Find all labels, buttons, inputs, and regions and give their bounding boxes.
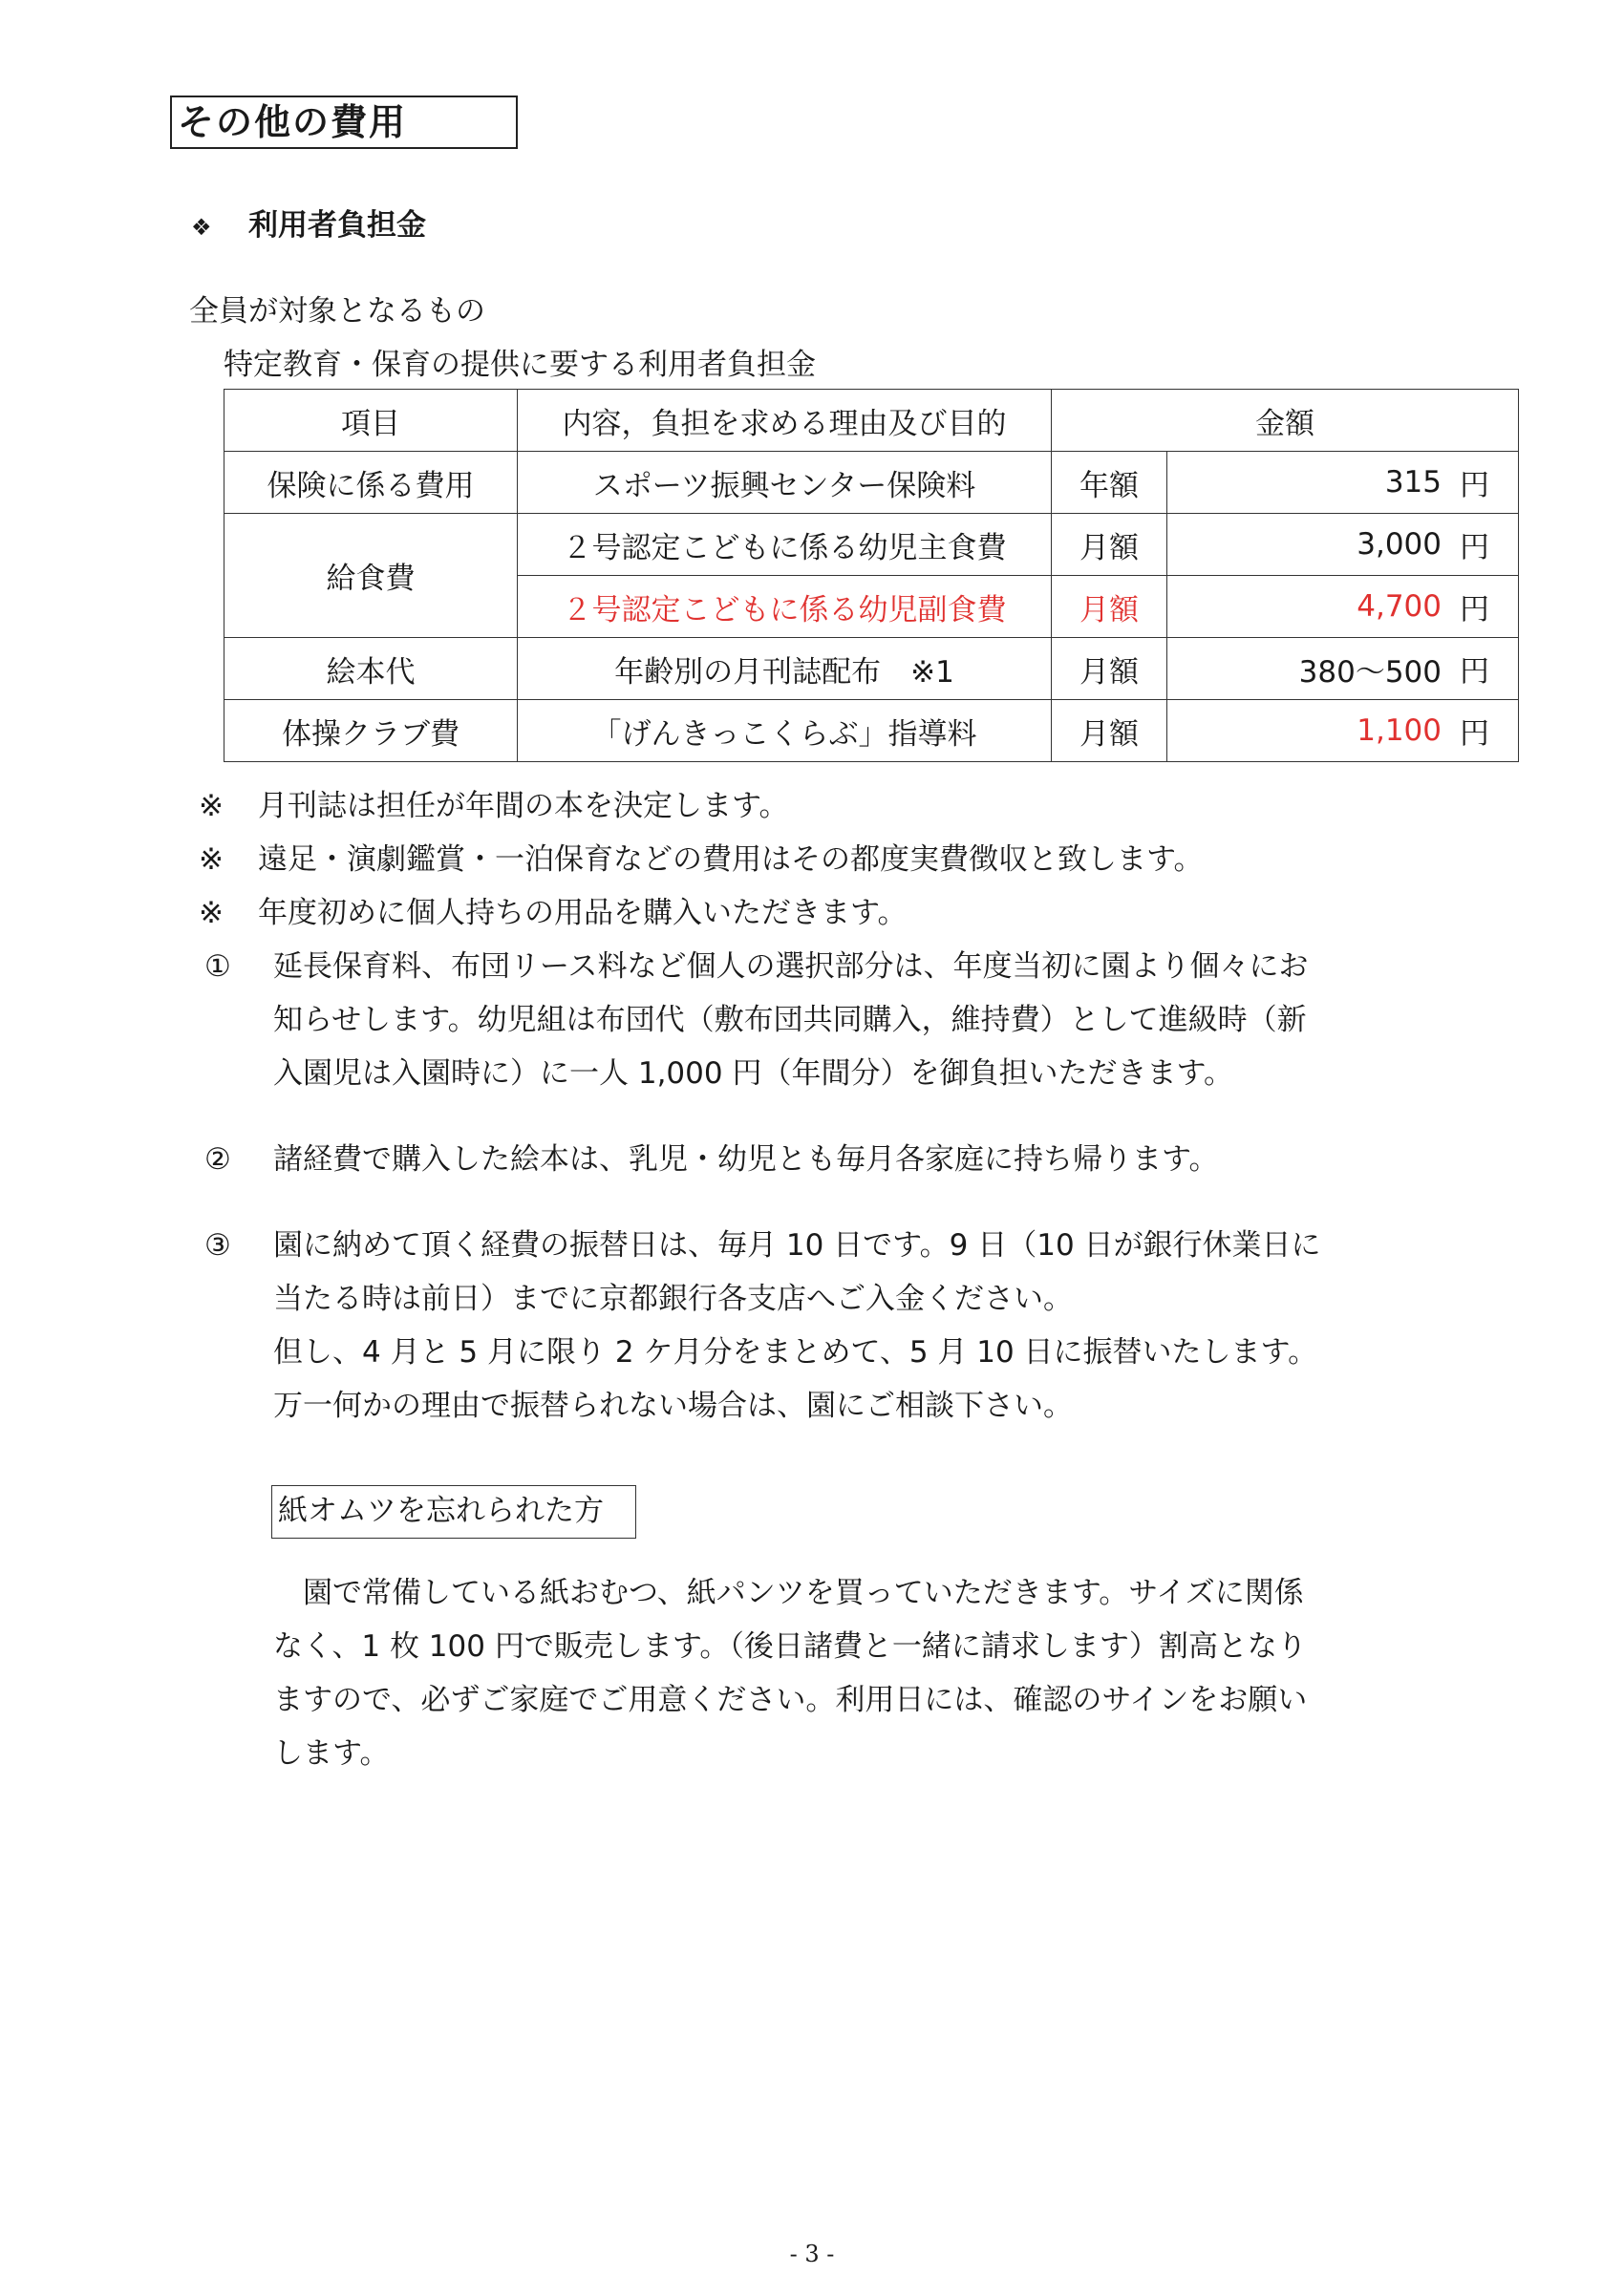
cell-amount (1167, 576, 1519, 638)
diaper-line: ますので、必ずご家庭でご用意ください。利用日には、確認のサインをお願い (273, 1683, 1308, 1717)
cell-unit: 月額 (1052, 700, 1167, 762)
cell-desc: 年齢別の月刊誌配布 ※1 (518, 638, 1052, 700)
item-line: 園に納めて頂く経費の振替日は、毎月 10 日です。9 日（10 日が銀行休業日に (273, 1228, 1321, 1263)
diaper-line: なく、1 枚 100 円で販売します。（後日諸費と一緒に請求します）割高となり (273, 1629, 1307, 1664)
section-title: その他の費用 (170, 96, 518, 149)
header-amount: 金額 (1052, 390, 1519, 452)
subheading-text: 利用者負担金 (248, 208, 426, 243)
cell-unit: 月額 (1052, 514, 1167, 576)
item-1 (204, 946, 1308, 988)
item-number: ③ (204, 1228, 231, 1263)
intro-line-1: 全員が対象となるもの (189, 294, 485, 329)
note-1 (199, 785, 789, 827)
page-number: - 3 - (789, 2241, 835, 2267)
table-row (224, 452, 1519, 514)
note-mark: ※ (199, 842, 224, 877)
yen-label: 円 (1460, 654, 1489, 690)
note-text: 遠足・演劇鑑賞・一泊保育などの費用はその都度実費徴収と致します。 (258, 842, 1204, 877)
cell-item: 体操クラブ費 (224, 700, 518, 762)
item-number: ① (204, 949, 231, 984)
amount-value: 3,000 (1357, 527, 1442, 562)
note-text: 月刊誌は担任が年間の本を決定します。 (258, 789, 789, 823)
cell-amount (1167, 514, 1519, 576)
subheading (191, 204, 426, 248)
item-line: 諸経費で購入した絵本は、乳児・幼児とも毎月各家庭に持ち帰ります。 (273, 1142, 1219, 1177)
note-mark: ※ (199, 789, 224, 823)
diaper-line: 園で常備している紙おむつ、紙パンツを買っていただきます。サイズに関係 (273, 1576, 1304, 1610)
header-item: 項目 (224, 390, 518, 452)
amount-value: 1,100 (1357, 713, 1442, 748)
note-mark: ※ (199, 896, 224, 930)
cell-unit: 月額 (1052, 576, 1167, 638)
diaper-title: 紙オムツを忘れられた方 (271, 1485, 636, 1539)
item-line: 但し、4 月と 5 月に限り 2 ケ月分をまとめて、5 月 10 日に振替いたします。 (273, 1335, 1318, 1370)
yen-label: 円 (1460, 530, 1489, 565)
item-3 (204, 1224, 1321, 1266)
cell-unit: 年額 (1052, 452, 1167, 514)
cell-item: 保険に係る費用 (224, 452, 518, 514)
cell-amount (1167, 452, 1519, 514)
diaper-line: します。 (273, 1736, 390, 1771)
item-line: 延長保育料、布団リース料など個人の選択部分は、年度当初に園より個々にお (273, 949, 1309, 984)
diamond-bullet-icon: ❖ (191, 214, 212, 241)
table-row (224, 700, 1519, 762)
note-3 (199, 892, 908, 934)
item-line: 知らせします。幼児組は布団代（敷布団共同購入，維持費）として進級時（新 (273, 1003, 1307, 1037)
cell-item: 絵本代 (224, 638, 518, 700)
cell-amount (1167, 638, 1519, 700)
item-line: 当たる時は前日）までに京都銀行各支店へご入金ください。 (273, 1282, 1073, 1316)
note-2 (199, 839, 1204, 881)
item-2 (204, 1138, 1219, 1180)
cell-amount (1167, 700, 1519, 762)
cell-desc: 「げんきっこくらぶ」指導料 (518, 700, 1052, 762)
amount-value: 4,700 (1357, 589, 1442, 624)
cell-desc: ２号認定こどもに係る幼児副食費 (518, 576, 1052, 638)
amount-value: 380～500 (1298, 654, 1442, 690)
cell-desc: スポーツ振興センター保険料 (518, 452, 1052, 514)
table-row (224, 638, 1519, 700)
item-line: 万一何かの理由で振替られない場合は、園にご相談下さい。 (273, 1389, 1073, 1423)
cell-desc: ２号認定こどもに係る幼児主食費 (518, 514, 1052, 576)
cell-unit: 月額 (1052, 638, 1167, 700)
intro-line-2: 特定教育・保育の提供に要する利用者負担金 (224, 348, 816, 382)
item-line: 入園児は入園時に）に一人 1,000 円（年間分）を御負担いただきます。 (273, 1056, 1233, 1091)
header-desc: 内容，負担を求める理由及び目的 (518, 390, 1052, 452)
yen-label: 円 (1460, 468, 1489, 503)
table-header-row (224, 390, 1519, 452)
item-number: ② (204, 1142, 231, 1177)
table-row (224, 514, 1519, 576)
note-text: 年度初めに個人持ちの用品を購入いただきます。 (258, 896, 908, 930)
yen-label: 円 (1460, 716, 1489, 752)
cell-item: 給食費 (224, 514, 518, 638)
fee-table (224, 389, 1519, 762)
yen-label: 円 (1460, 592, 1489, 627)
amount-value: 315 (1384, 465, 1442, 500)
